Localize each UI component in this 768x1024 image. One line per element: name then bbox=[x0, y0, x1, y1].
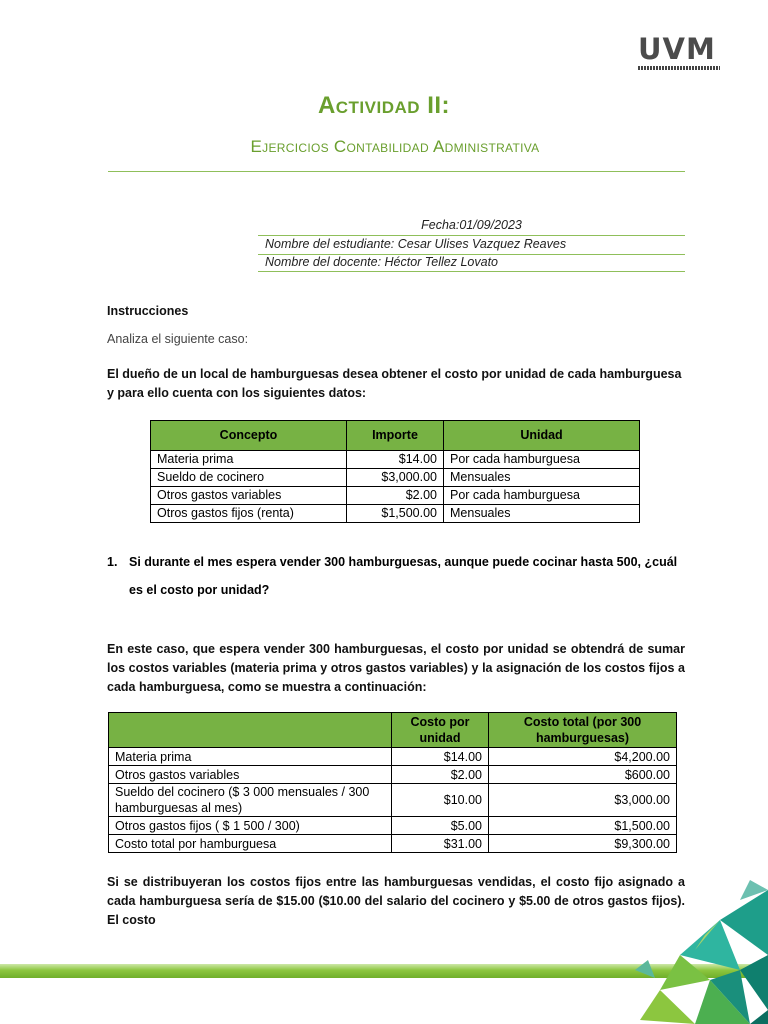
table-row bbox=[109, 748, 677, 766]
enunciado-text: El dueño de un local de hamburguesas desea obtener el costo por unidad de cada hamburguesa y para ello cuenta con los siguientes datos: bbox=[107, 367, 682, 400]
page-title: Actividad II: bbox=[317, 92, 451, 119]
table-cell: Materia prima bbox=[109, 748, 392, 766]
table-cell: $14.00 bbox=[347, 451, 444, 469]
table-cell: $3,000.00 bbox=[489, 784, 677, 817]
costos-table bbox=[108, 712, 677, 853]
table-cell: Sueldo de cocinero bbox=[151, 469, 347, 487]
table-cell: Mensuales bbox=[444, 505, 640, 523]
instrucciones-heading: Instrucciones bbox=[107, 304, 189, 318]
table-cell: $10.00 bbox=[392, 784, 489, 817]
divider bbox=[258, 271, 685, 272]
table-cell: Otros gastos variables bbox=[151, 487, 347, 505]
table-cell: $3,000.00 bbox=[347, 469, 444, 487]
table-cell: $1,500.00 bbox=[489, 817, 677, 835]
title-divider bbox=[108, 171, 685, 172]
table-cell: $5.00 bbox=[392, 817, 489, 835]
table-cell: $1,500.00 bbox=[347, 505, 444, 523]
question-text: Si durante el mes espera vender 300 hamburguesas, aunque puede cocinar hasta 500, ¿cuál es el costo por unidad? bbox=[129, 555, 678, 597]
table-cell: Mensuales bbox=[444, 469, 640, 487]
table-cell: Por cada hamburguesa bbox=[444, 487, 640, 505]
datos-table bbox=[150, 420, 640, 523]
table-row bbox=[151, 505, 640, 523]
divider bbox=[258, 235, 685, 236]
table-header bbox=[109, 713, 392, 748]
cierre-text: Si se distribuyeran los costos fijos entre las hamburguesas vendidas, el costo fijo asignado a cada hamburguesa sería de $15.00 ($10.00 del salario del cocinero y $5.00 de otros gastos fijos). El costo bbox=[107, 875, 685, 927]
table-cell: Otros gastos fijos ( $ 1 500 / 300) bbox=[109, 817, 392, 835]
table-row bbox=[151, 469, 640, 487]
table-cell: $600.00 bbox=[489, 766, 677, 784]
table-cell: Otros gastos fijos (renta) bbox=[151, 505, 347, 523]
table-cell: $2.00 bbox=[392, 766, 489, 784]
table-cell: $9,300.00 bbox=[489, 835, 677, 853]
question-number: 1. bbox=[107, 555, 118, 569]
table-row bbox=[109, 766, 677, 784]
table-header: Unidad bbox=[444, 421, 640, 451]
table-cell: Costo total por hamburguesa bbox=[109, 835, 392, 853]
table-cell: $4,200.00 bbox=[489, 748, 677, 766]
table-cell: $31.00 bbox=[392, 835, 489, 853]
table-header: Costo por unidad bbox=[392, 713, 489, 748]
docente-field: Nombre del docente: Héctor Tellez Lovato bbox=[265, 255, 499, 269]
table-row bbox=[109, 784, 677, 817]
decorative-shards bbox=[600, 860, 768, 1024]
table-cell: Otros gastos variables bbox=[109, 766, 392, 784]
explicacion-text: En este caso, que espera vender 300 hamburguesas, el costo por unidad se obtendrá de sumar los costos variables (materia prima y otros gastos variables) y la asignación de los costos fijos a cada hamburguesa, como se muestra a continuación: bbox=[107, 642, 685, 694]
table-row bbox=[109, 817, 677, 835]
page-subtitle: Ejercicios Contabilidad Administrativa bbox=[250, 137, 540, 156]
logo-subtext bbox=[638, 66, 720, 70]
uvm-logo bbox=[638, 34, 720, 78]
table-row bbox=[109, 835, 677, 853]
table-header: Importe bbox=[347, 421, 444, 451]
table-header: Concepto bbox=[151, 421, 347, 451]
logo-text: UVM bbox=[638, 32, 716, 66]
table-cell: Sueldo del cocinero ($ 3 000 mensuales / 300 hamburguesas al mes) bbox=[109, 784, 392, 817]
table-header: Costo total (por 300 hamburguesas) bbox=[489, 713, 677, 748]
table-cell: Materia prima bbox=[151, 451, 347, 469]
table-row bbox=[151, 487, 640, 505]
fecha-field: Fecha:01/09/2023 bbox=[421, 218, 522, 232]
table-cell: Por cada hamburguesa bbox=[444, 451, 640, 469]
question-1 bbox=[107, 548, 687, 604]
analiza-text: Analiza el siguiente caso: bbox=[107, 332, 249, 346]
table-cell: $2.00 bbox=[347, 487, 444, 505]
table-cell: $14.00 bbox=[392, 748, 489, 766]
estudiante-field: Nombre del estudiante: Cesar Ulises Vazquez Reaves bbox=[265, 237, 567, 251]
table-row bbox=[151, 451, 640, 469]
